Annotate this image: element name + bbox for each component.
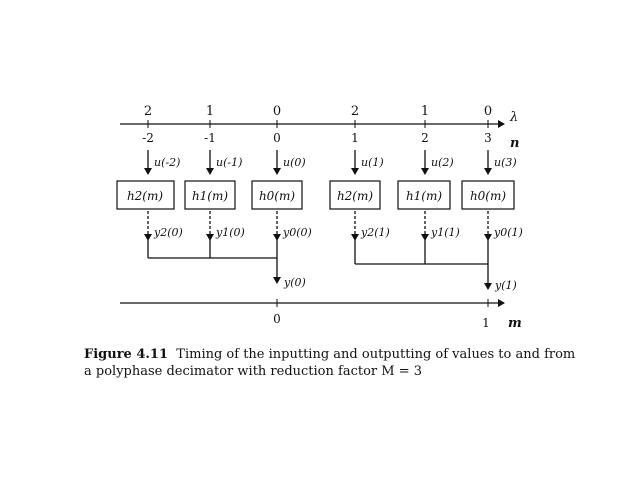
summing-lines — [148, 240, 517, 292]
caption-text: Timing of the inputting and outputting of values to and from a polyphase decimator with reduction factor M = 3 — [84, 347, 576, 379]
input-arrows — [148, 150, 517, 174]
branch-output-label: y2(0) — [154, 226, 183, 239]
lambda-axis-labels — [144, 104, 518, 125]
input-label: u(1) — [361, 156, 384, 169]
input-label: u(0) — [283, 156, 306, 169]
branch-output-label: y1(0) — [216, 226, 245, 239]
output-label: y(0) — [284, 276, 306, 289]
lambda-symbol: λ — [510, 110, 519, 125]
lambda-label: 2 — [350, 104, 360, 119]
figure-caption — [84, 346, 584, 380]
input-label: u(3) — [494, 156, 517, 169]
n-label: 3 — [484, 131, 492, 145]
input-label: u(-1) — [216, 156, 243, 169]
input-label: u(-2) — [154, 156, 181, 169]
filter-label: h2(m) — [336, 189, 374, 203]
branch-output-arrows — [148, 211, 523, 240]
input-label: u(2) — [431, 156, 454, 169]
filter-boxes — [117, 181, 514, 209]
m-label: 1 — [482, 316, 490, 330]
filter-label: h0(m) — [469, 189, 507, 203]
lambda-label: 1 — [420, 104, 430, 119]
m-axis — [120, 299, 522, 331]
n-label: 0 — [273, 131, 281, 145]
m-symbol: m — [508, 316, 522, 331]
filter-label: h2(m) — [126, 189, 164, 203]
n-symbol: n — [510, 136, 520, 151]
lambda-label: 1 — [205, 104, 215, 119]
filter-label: h0(m) — [258, 189, 296, 203]
n-label: -2 — [142, 131, 154, 145]
branch-output-label: y2(1) — [361, 226, 390, 239]
lambda-label: 0 — [272, 104, 282, 119]
branch-output-label: y0(0) — [283, 226, 312, 239]
lambda-label: 2 — [143, 104, 153, 119]
branch-output-label: y0(1) — [494, 226, 523, 239]
n-axis — [120, 120, 519, 151]
n-label: 2 — [421, 131, 429, 145]
n-label: -1 — [204, 131, 216, 145]
branch-output-label: y1(1) — [431, 226, 460, 239]
output-label: y(1) — [495, 279, 517, 292]
m-label: 0 — [273, 312, 281, 326]
caption-label: Figure 4.11 — [84, 347, 169, 362]
filter-label: h1(m) — [405, 189, 443, 203]
lambda-label: 0 — [483, 104, 493, 119]
n-label: 1 — [351, 131, 359, 145]
filter-label: h1(m) — [191, 189, 229, 203]
